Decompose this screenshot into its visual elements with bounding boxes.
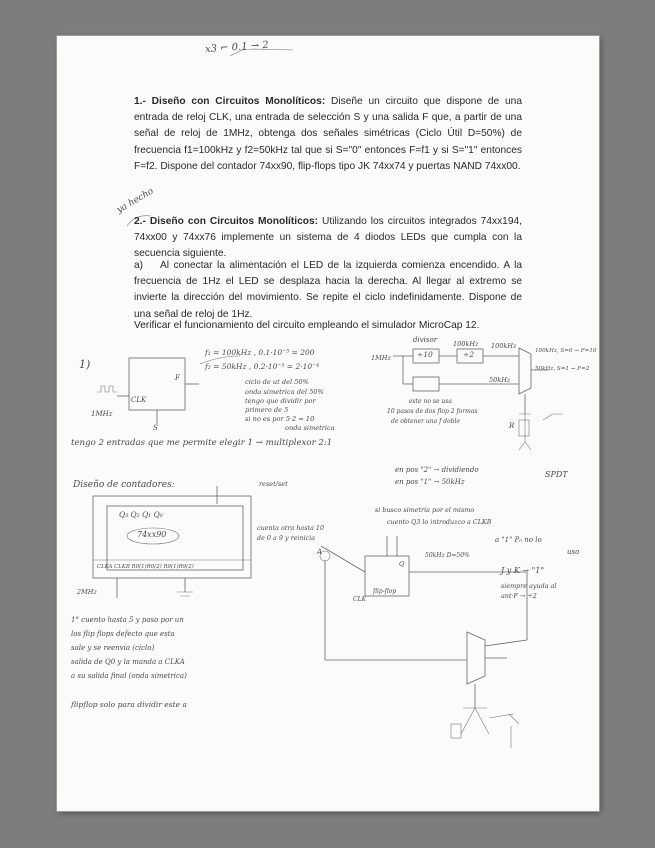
div10-label: ÷10 [417, 350, 433, 359]
two-inputs-note: tengo 2 entradas que me permite elegir 1 → multiplexor 2:1 [71, 438, 333, 448]
ffd-label: flip-flop [373, 588, 397, 595]
bottom-note-4: salida de Q0 y la manda a CLKA [71, 658, 185, 666]
verify-line: Verificar el funcionamiento del circuito empleando el simulador MicroCap 12. [134, 320, 480, 331]
bottom-note-3: sale y se reenvia (ciclo) [71, 644, 155, 652]
bottom-note-5: a su salida final (onda simetrica) [71, 672, 187, 680]
r-label: R [509, 422, 515, 430]
clk-label: CLK [131, 396, 147, 404]
q-label: Q [399, 560, 405, 568]
tilde-note-2: de obtener una f doble [391, 418, 461, 425]
f100khz-b-label: 100kHz [491, 342, 517, 350]
solution-label: 1) [79, 358, 91, 371]
one-note-b: uso [567, 548, 580, 556]
duty-note-6: onda simetrica [285, 424, 335, 432]
f2-formula: f₂ = 50kHz , 0.2·10⁻⁵ = 2·10⁻⁴ [205, 362, 320, 371]
pos-note-1: en pos "2" → dividiendo [395, 466, 479, 474]
document-page [57, 36, 599, 811]
f100khz-label: 100kHz [453, 340, 479, 348]
duty-note-3: tengo que dividir por [245, 397, 316, 405]
question-2-title: Diseño con Circuitos Monolíticos: [145, 216, 319, 227]
f1mhz-label: 1MHz [371, 354, 391, 362]
mhz-label: 1MHz [91, 410, 113, 418]
hz-label: 2MHz [77, 588, 97, 596]
count-note-2: de 0 a 9 y reinicia [257, 534, 316, 542]
counter-pins: CLKA CLKB R0(1)R0(2) R9(1)R9(2) [97, 564, 194, 570]
margin-note: ya hecho [115, 186, 156, 216]
top-note: x3 ⌐ 0.1 → 2 [204, 39, 270, 56]
reset-label: reset/set [259, 480, 288, 488]
question-1-body: Diseñe un circuito que dispone de una entrada de reloj CLK, una entrada de selección S y una salida F que, a partir de una señal de reloj de 1MHz, obtenga dos señales simétricas (Ciclo Útil D=50%) de frecuencia f1=100kHz y f2=50kHz tal que si S="0" entonces F=f1 y si S="1" entonces F=f2. Dispone del contador 74xx90, flip-flops tipo JK 74xx74 y puertas NAND 74xx00. [134, 96, 522, 172]
counter-title: Diseño de contadores: [73, 480, 175, 490]
a-label: A [317, 548, 323, 556]
item-a-label: a) [134, 260, 144, 271]
esto-note: este no se usa [409, 398, 452, 405]
item-a-body: Al conectar la alimentación el LED de la izquierda comienza encendido. A la frecuencia de 1Hz el LED se desplaza hacia la derecha. Al llegar al extremo se invierte la dirección del movimiento. Se repite el ciclo indefinidamente. Dispone de una señal de reloj de 1Hz. [134, 260, 522, 320]
bottom-note-6: flipflop solo para dividir este a [71, 700, 187, 709]
question-2-number: 2.- [134, 216, 146, 227]
jk-note: J y K → "1" [501, 566, 545, 575]
mux-note-2: 50kHz, S=1 → F=2 [535, 366, 590, 372]
f-out-label: 50kHz D=50% [425, 552, 470, 559]
duty-note-5: si no es por 5·2 = 10 [245, 415, 315, 423]
duty-note-2: onda simetrica del 50% [245, 388, 324, 396]
clk-label-2: CLK [353, 596, 367, 603]
question-2-paragraph [134, 214, 522, 263]
f1-formula: f₁ = 100kHz , 0.1·10⁻⁵ = 200 [205, 348, 315, 357]
star-note-2: cuento Q3 lo introduzco a CLKB [387, 518, 492, 526]
question-2-item-a [134, 258, 522, 323]
counter-ic: 74xx90 [137, 530, 167, 539]
spdt-label: SPDT [545, 470, 568, 479]
bottom-note-2: los flip flops defecto que esta [71, 630, 175, 638]
counter-q: Q₃ Q₂ Q₁ Q₀ [119, 510, 163, 519]
jk-note-3: ant·F → ÷2 [501, 592, 537, 600]
bottom-note-1: 1° cuento hasta 5 y paso por un [71, 616, 184, 624]
tilde-note-1: 10 pasos de dos flop 2 formas [387, 408, 478, 415]
question-1-paragraph [134, 94, 522, 175]
star-note-1: si busco simetria por el mismo [375, 506, 475, 514]
divisor-label: divisor [413, 336, 438, 344]
pos-note-2: en pos "1" → 50kHz [395, 478, 465, 486]
question-1-title: 1.- Diseño con Circuitos Monolíticos: [134, 96, 326, 107]
mux-note: 100kHz, S=0 → F=10 [535, 348, 597, 354]
one-note: a "1" P₀ no lo [495, 536, 542, 544]
question-2-body: Utilizando los circuitos integrados 74xx194, 74xx00 y 74xx76 implemente un sistema de 4 diodos LEDs que cumpla con la secuencia siguiente. [134, 216, 522, 260]
div2-label: ÷2 [463, 350, 475, 359]
jk-note-2: siempre ayuda al [501, 582, 557, 590]
f-label: F [175, 374, 180, 382]
f50khz-label: 50kHz [489, 376, 511, 384]
duty-note-4: primero de 5 [245, 406, 289, 414]
s-label: S [153, 424, 158, 432]
duty-note-1: ciclo de ut del 50% [245, 378, 309, 386]
count-note-1: cuenta otra hasta 10 [257, 524, 325, 532]
